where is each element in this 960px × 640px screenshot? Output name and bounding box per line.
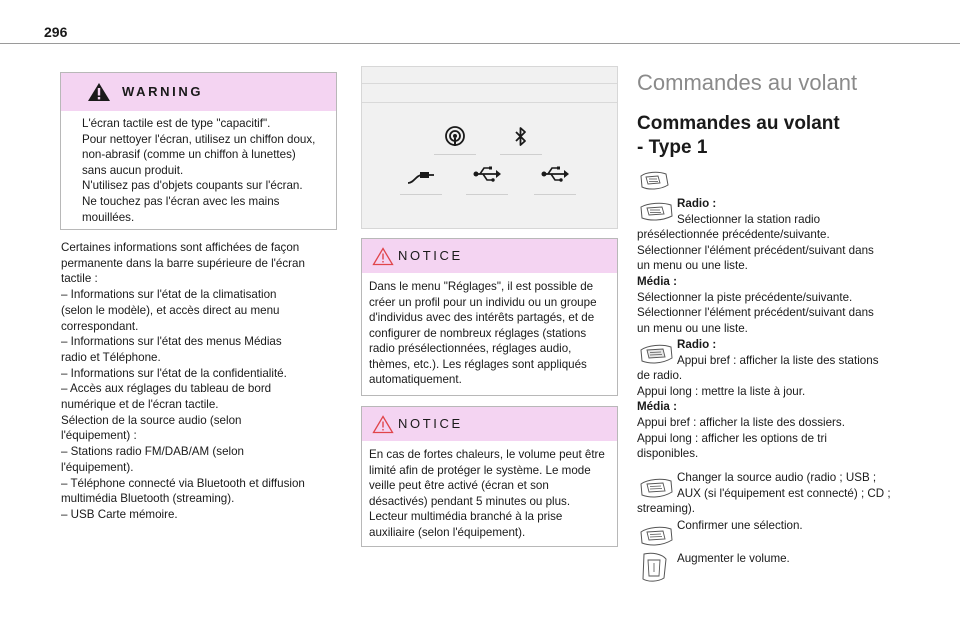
notice-line: automatiquement. bbox=[369, 373, 462, 386]
text-line: un menu ou une liste. bbox=[637, 259, 748, 273]
notice-line: configurer de nombreux réglages (stations bbox=[369, 326, 587, 340]
notice-callout-profiles bbox=[361, 238, 618, 396]
label-media: Média : bbox=[637, 274, 677, 288]
usb-icon bbox=[540, 165, 570, 183]
notice-line: créer un profil pour un individu ou un groupe bbox=[369, 295, 597, 309]
text-line: Sélectionner l'élément précédent/suivant dans bbox=[637, 306, 874, 320]
text-line: Changer la source audio (radio ; USB ; bbox=[677, 471, 877, 484]
text-line: correspondant. bbox=[61, 319, 139, 333]
notice-line: thèmes, etc.). Les réglages sont appliqués bbox=[369, 357, 587, 371]
notice-body bbox=[362, 441, 617, 540]
subsection-title bbox=[637, 112, 840, 160]
left-body-text bbox=[61, 240, 351, 523]
notice-line: En cas de fortes chaleurs, le volume peut être bbox=[369, 448, 605, 461]
section-title: Commandes au volant bbox=[637, 70, 858, 95]
subsection-title-line: - Type 1 bbox=[637, 137, 708, 158]
screen-band bbox=[362, 85, 617, 103]
warning-line: L'écran tactile est de type "capacitif". bbox=[82, 117, 271, 130]
notice-callout-heat bbox=[361, 406, 618, 547]
text-line: Appui long : mettre la liste à jour. bbox=[637, 384, 806, 398]
warning-callout bbox=[60, 72, 337, 230]
notice-line: limité afin de protéger le système. Le mode bbox=[369, 463, 591, 477]
seek-description bbox=[637, 196, 907, 336]
notice-line: Lecteur multimédia branché à la prise bbox=[369, 510, 563, 523]
source-podcast bbox=[430, 119, 480, 155]
text-line: multimédia Bluetooth (streaming). bbox=[61, 492, 235, 506]
text-line: – Informations sur l'état de la confidentialité. bbox=[61, 366, 287, 380]
text-line: l'équipement). bbox=[61, 460, 134, 474]
source-usb-2 bbox=[530, 159, 580, 195]
notice-header bbox=[362, 239, 617, 273]
notice-line: veille peut être activé (écran et son bbox=[369, 479, 549, 492]
steering-control-icon bbox=[638, 170, 670, 192]
text-line: – Informations sur l'état des menus Médias bbox=[61, 335, 282, 349]
warning-body bbox=[61, 111, 336, 225]
aux-cable-icon bbox=[406, 165, 436, 187]
warning-line: non-abrasif (comme un chiffon à lunettes) bbox=[82, 148, 296, 162]
notice-body bbox=[362, 273, 617, 388]
text-line: streaming). bbox=[637, 502, 695, 516]
text-line: disponibles. bbox=[637, 447, 699, 461]
notice-title: NOTICE bbox=[398, 416, 463, 431]
warning-header bbox=[61, 73, 336, 111]
text-line: un menu ou une liste. bbox=[637, 321, 748, 335]
text-line: Appui long : afficher les options de tri bbox=[637, 431, 827, 445]
text-line: présélectionnée précédente/suivante. bbox=[637, 228, 830, 242]
page-number: 296 bbox=[44, 24, 68, 40]
warning-line: Ne touchez pas l'écran avec les mains bbox=[82, 194, 280, 208]
warning-title: WARNING bbox=[122, 84, 204, 99]
text-line: (selon le modèle), et accès direct au menu bbox=[61, 303, 280, 317]
usb-icon bbox=[472, 165, 502, 183]
subsection-title-line: Commandes au volant bbox=[637, 113, 840, 134]
source-usb-1 bbox=[462, 159, 512, 195]
text-line: Augmenter le volume. bbox=[677, 552, 790, 565]
text-line: Sélectionner la piste précédente/suivante. bbox=[637, 290, 853, 304]
bluetooth-icon bbox=[514, 125, 528, 149]
volume-up-description bbox=[637, 551, 907, 567]
text-line: tactile : bbox=[61, 272, 98, 286]
screen-status-band bbox=[362, 67, 617, 84]
text-line: Certaines informations sont affichées de façon bbox=[61, 241, 300, 254]
podcast-icon bbox=[444, 125, 466, 149]
notice-line: auxiliaire (selon l'équipement). bbox=[369, 525, 526, 539]
text-line: radio et Téléphone. bbox=[61, 350, 161, 364]
notice-header bbox=[362, 407, 617, 441]
notice-line: Dans le menu "Réglages", il est possible de bbox=[369, 280, 594, 293]
text-line: – Stations radio FM/DAB/AM (selon bbox=[61, 445, 244, 459]
warning-line: mouillées. bbox=[82, 210, 135, 224]
notice-title: NOTICE bbox=[398, 248, 463, 263]
notice-triangle-icon bbox=[372, 415, 394, 434]
label-radio: Radio : bbox=[677, 338, 717, 351]
text-line: Appui bref : afficher la liste des dossiers. bbox=[637, 415, 845, 429]
source-aux bbox=[396, 159, 446, 195]
text-line: – USB Carte mémoire. bbox=[61, 507, 178, 521]
text-line: Sélectionner la station radio bbox=[677, 212, 821, 226]
text-line: de radio. bbox=[637, 369, 683, 383]
text-line: – Téléphone connecté via Bluetooth et diffusion bbox=[61, 476, 305, 490]
touchscreen-illustration bbox=[361, 66, 618, 229]
label-radio: Radio : bbox=[677, 197, 717, 210]
text-line: l'équipement) : bbox=[61, 429, 137, 443]
source-description bbox=[637, 470, 907, 517]
warning-triangle-icon bbox=[87, 82, 111, 102]
text-line: Sélection de la source audio (selon bbox=[61, 413, 242, 427]
text-line: numérique et de l'écran tactile. bbox=[61, 398, 219, 412]
list-description bbox=[637, 337, 907, 462]
notice-line: d'individus avec des intérêts partagés, et de bbox=[369, 311, 595, 324]
text-line: permanente dans la barre supérieure de l'écran bbox=[61, 256, 305, 270]
notice-line: radio présélectionnées, réglages audio, bbox=[369, 342, 572, 355]
warning-line: Pour nettoyer l'écran, utilisez un chiffon doux, bbox=[82, 132, 316, 146]
warning-line: sans aucun produit. bbox=[82, 163, 184, 177]
text-line: Sélectionner l'élément précédent/suivant dans bbox=[637, 243, 874, 257]
notice-line: désactivés) pendant 5 minutes ou plus. bbox=[369, 494, 571, 508]
top-rule bbox=[0, 43, 960, 44]
notice-triangle-icon bbox=[372, 247, 394, 266]
text-line: Appui bref : afficher la liste des stations bbox=[677, 353, 879, 367]
warning-line: N'utilisez pas d'objets coupants sur l'écran. bbox=[82, 179, 303, 193]
label-media: Média : bbox=[637, 400, 677, 414]
text-line: AUX (si l'équipement est connecté) ; CD ; bbox=[677, 486, 891, 500]
text-line: Confirmer une sélection. bbox=[677, 519, 803, 532]
text-line: – Informations sur l'état de la climatisation bbox=[61, 288, 277, 302]
source-bluetooth bbox=[496, 119, 546, 155]
confirm-description bbox=[637, 518, 907, 534]
text-line: – Accès aux réglages du tableau de bord bbox=[61, 382, 272, 396]
